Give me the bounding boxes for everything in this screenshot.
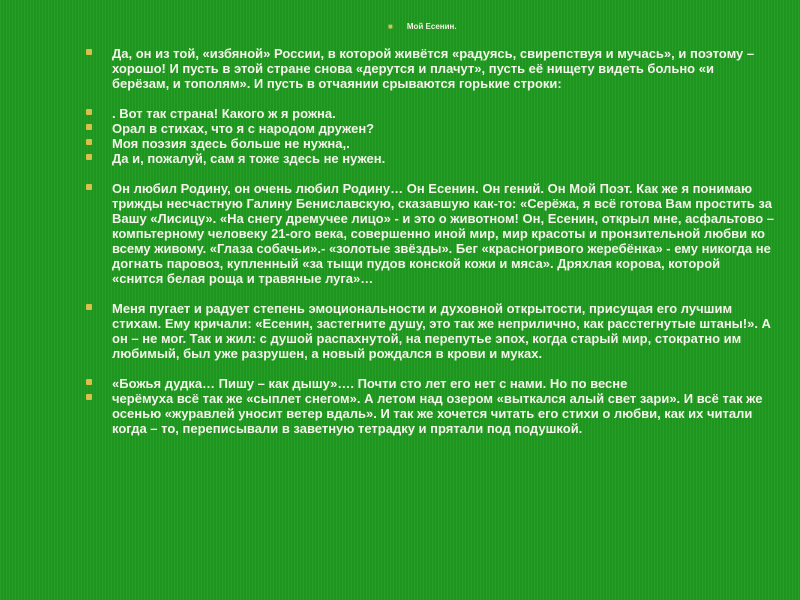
paragraph-text: Да и, пожалуй, сам я тоже здесь не нужен.	[112, 151, 386, 166]
paragraph	[86, 181, 774, 286]
square-bullet-icon	[86, 304, 92, 310]
square-bullet-icon	[86, 124, 92, 130]
paragraph-text: Орал в стихах, что я с народом дружен?	[112, 121, 375, 136]
paragraph	[86, 46, 774, 91]
square-bullet-icon	[86, 109, 92, 115]
slide-title: Мой Есенин.	[406, 22, 457, 31]
square-bullet-icon	[86, 379, 92, 385]
paragraph	[86, 376, 774, 391]
paragraph-text: Он любил Родину, он очень любил Родину… Он Есенин. Он гений. Он Мой Поэт. Как же я понимаю трижды несчастную Галину Бениславскую, сказавшую как-то: «Серёжа, я всё готова Вам простить за Вашу «Лисицу». «На снегу дремучее лицо» - и это о животном! Он, Есенин, открыл мне, асфальтово – компьтерному человеку 21-ого века, совершенно иной мир, мир красоты и пронзительной любви ко всему живому. «Глаза собачьи».- «золотые звёзды». Бег «красногривого жеребёнка» - ему никогда не догнать паровоз, купленный «за тыщи пудов конской кожи и мяса». Дряхлая корова, которой «снится белая роща и травяные луга»…	[112, 181, 774, 286]
square-bullet-icon	[86, 184, 92, 190]
square-bullet-icon	[86, 154, 92, 160]
paragraph-gap	[86, 166, 774, 181]
square-bullet-icon: ■	[388, 22, 393, 31]
paragraph-gap	[86, 286, 774, 301]
square-bullet-icon	[86, 139, 92, 145]
paragraph-text: черёмуха всё так же «сыплет снегом». А летом над озером «выткался алый свет зари». И всё так же осенью «журавлей уносит ветер вдаль». И так же хочется читать его стихи о любви, как их читали когда – то, переписывали в заветную тетрадку и прятали под подушкой.	[112, 391, 763, 436]
paragraph-gap	[86, 91, 774, 106]
paragraph-text: . Вот так страна! Какого ж я рожна.	[112, 106, 336, 121]
square-bullet-icon	[86, 49, 92, 55]
paragraph	[86, 391, 774, 436]
square-bullet-icon	[86, 394, 92, 400]
paragraph-text: Моя поэзия здесь больше не нужна,.	[112, 136, 350, 151]
paragraph	[86, 106, 774, 121]
paragraph	[86, 121, 774, 136]
paragraph-text: Меня пугает и радует степень эмоциональности и духовной открытости, присущая его лучшим стихам. Ему кричали: «Есенин, застегните душу, это так же неприлично, как расстегнутые штаны!». А он – не мог. Так и жил: с душой распахнутой, на перепутье эпох, когда старый мир, стократно им любимый, был уже разрушен, а новый рождался в крови и муках.	[112, 301, 771, 361]
slide-body	[86, 46, 774, 436]
paragraph-text: «Божья дудка… Пишу – как дышу»…. Почти сто лет его нет с нами. Но по весне	[112, 376, 628, 391]
paragraph	[86, 301, 774, 361]
paragraph	[86, 151, 774, 166]
paragraph-text: Да, он из той, «избяной» России, в которой живётся «радуясь, свирепствуя и мучась», и поэтому – хорошо! И пусть в этой стране снова «дерутся и плачут», пусть её нищету видеть больно «и берёзам, и тополям». И пусть в отчаянии срываются горькие строки:	[112, 46, 755, 91]
paragraph	[86, 136, 774, 151]
slide-title-row	[388, 22, 457, 31]
paragraph-gap	[86, 361, 774, 376]
